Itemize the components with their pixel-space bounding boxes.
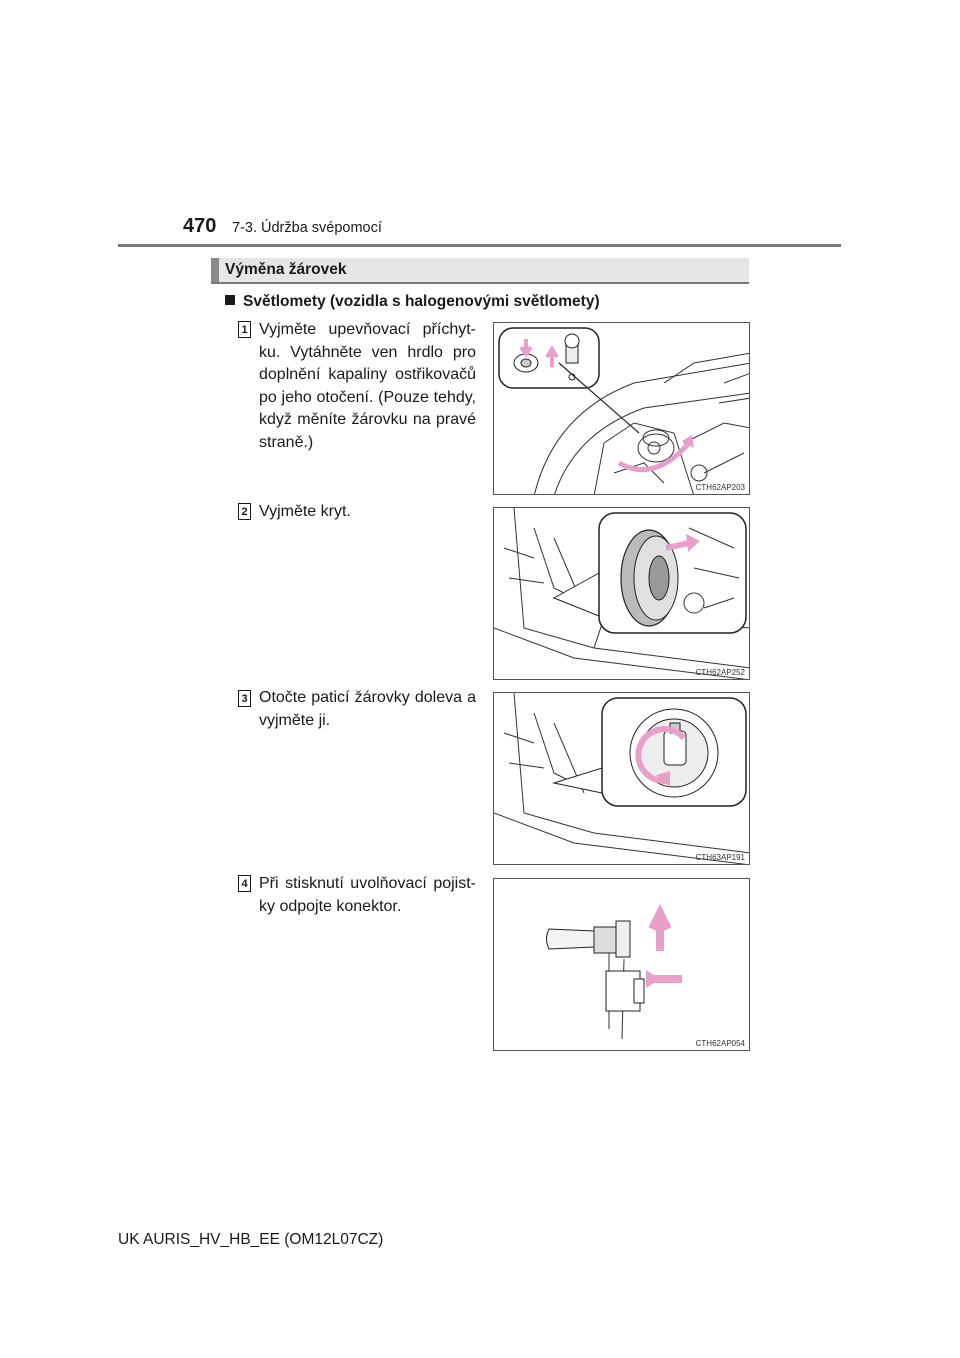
step-2-number: 2 (238, 503, 251, 520)
step-4-number: 4 (238, 875, 251, 892)
chapter-title: 7-3. Údržba svépomocí (232, 220, 382, 236)
figure-code: CTH63AP191 (695, 853, 745, 862)
square-bullet-icon (225, 295, 235, 305)
step-3-number: 3 (238, 690, 251, 707)
step-4-figure (493, 878, 750, 1051)
section-title: Výměna žárovek (225, 261, 347, 278)
step-2-figure (493, 507, 750, 680)
step-4-text: Při stisknutí uvolňovací pojistky odpojte konektor. (259, 875, 476, 915)
cover-removal-illustration (494, 508, 750, 680)
subheading-text: Světlomety (vozidla s halogenovými světlomety) (243, 293, 600, 310)
bulb-socket-illustration (494, 693, 750, 865)
step-1-figure (493, 322, 750, 495)
washer-filler-illustration (494, 323, 750, 495)
connector-release-illustration (494, 879, 750, 1051)
figure-code: CTH62AP203 (695, 483, 745, 492)
step-1-text: Vyjměte upevňovací příchytku. Vytáhněte ven hrdlo pro doplnění kapaliny ostřikovačů po jeho otočení. (Pouze tehdy, když měníte žárovku na pravé straně.) (259, 321, 476, 451)
figure-code: CTH62AP252 (695, 668, 745, 677)
step-1-number: 1 (238, 321, 251, 338)
section-header (211, 258, 749, 284)
step-2-text: Vyjměte kryt. (259, 503, 351, 520)
page-number: 470 (183, 215, 217, 237)
footer-model-code: UK AURIS_HV_HB_EE (OM12L07CZ) (118, 1231, 384, 1248)
figure-code: CTH62AP054 (695, 1039, 745, 1048)
section-marker (211, 258, 219, 282)
step-3-text: Otočte paticí žárovky doleva a vyjměte ji. (259, 689, 476, 729)
step-3-figure (493, 692, 750, 865)
subheading (225, 293, 600, 311)
header-rule (118, 244, 841, 247)
